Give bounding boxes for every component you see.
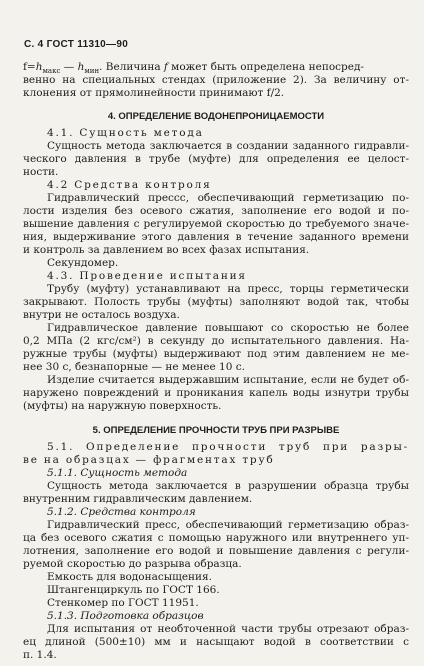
- text-line: (муфты) на наружную поверхность.: [23, 400, 222, 412]
- text-line: Штангенциркуль по ГОСТ 166.: [47, 584, 220, 596]
- text-line: ности.: [23, 166, 59, 178]
- text-line: нее 30 с, безнапорные — не менее 10 с.: [23, 361, 245, 373]
- text-line: Сущность метода заключается в разрушении образца трубы: [47, 480, 409, 492]
- text-line: Гидравлическое давление повышают со скоростью не более: [47, 322, 409, 334]
- text-line: Секундомер.: [47, 257, 119, 269]
- text-line: Для испытания от необточенной части трубы отрезают образ-: [47, 623, 409, 635]
- text-line: Гидравлический прессс, обеспечивающий герметизацию по-: [47, 192, 409, 204]
- subsection-title: 5.1.3. Подготовка образцов: [47, 610, 204, 622]
- text-line: внутри не осталось воздуха.: [23, 309, 180, 321]
- text-line: Стенкомер по ГОСТ 11951.: [47, 597, 199, 609]
- text-line: Сущность метода заключается в создании заданного гидравли-: [47, 140, 409, 152]
- text-line: Емкость для водонасыщения.: [47, 571, 213, 583]
- subsection-title: 5.1.2. Средства контроля: [47, 506, 196, 518]
- text-line: и контроль за давлением во всех фазах испытания.: [23, 244, 310, 256]
- text-line: ружные трубы (муфты) выдерживают под этим давлением не ме-: [23, 348, 409, 360]
- text-line: ческого давления в трубе (муфте) для определения ее целост-: [23, 153, 409, 165]
- subsection-title: 5.1. Определение прочности труб при разры-: [47, 441, 409, 453]
- text-line: $f=h_{макс}$ — $h_{мин}$. Величина f может быть определена непосред-: [23, 61, 364, 76]
- subsection-title: 4.3. Проведение испытания: [47, 270, 247, 282]
- page-header: С. 4 ГОСТ 11310—90: [24, 39, 129, 50]
- text-line: руемой скоростью до разрыва образца.: [23, 558, 242, 570]
- text-line: п. 1.4.: [23, 649, 57, 661]
- text-line: ца без осевого сжатия с помощью наружного или внутреннего уп-: [23, 532, 409, 544]
- subsection-title: 4.1. Сущность метода: [47, 127, 204, 139]
- text-line: лости изделия без осевого сжатия, заполнение его водой и по-: [23, 205, 409, 217]
- text-line: ния, выдерживание этого давления в течение заданного времени: [23, 231, 409, 243]
- text-line: Гидравлический пресс, обеспечивающий герметизацию образ-: [47, 519, 409, 531]
- text-line: наружено повреждений и проникания капель воды изнутри трубы: [23, 387, 409, 399]
- section-heading: 5. ОПРЕДЕЛЕНИЕ ПРОЧНОСТИ ТРУБ ПРИ РАЗРЫВЕ: [92, 425, 340, 436]
- text-line: 0,2 МПа (2 кгс/см²) в секунду до испытательного давления. На-: [23, 335, 409, 347]
- text-line: внутренним гидравлическим давлением.: [23, 493, 253, 505]
- text-line: венно на специальных стендах (приложение 2). За величину от-: [23, 74, 409, 86]
- section-heading: 4. ОПРЕДЕЛЕНИЕ ВОДОНЕПРОНИЦАЕМОСТИ: [107, 111, 325, 122]
- text-line: лотнения, заполнение его водой и повышение давления с регули-: [23, 545, 409, 557]
- subsection-title: 4.2 Средства контроля: [47, 179, 212, 191]
- subsection-title: ве на образцах — фрагментах труб: [23, 454, 275, 466]
- text-line: клонения от прямолинейности принимают f/2.: [23, 87, 285, 99]
- text-line: Трубу (муфту) устанавливают на пресс, торцы герметически: [47, 283, 409, 295]
- text-line: Изделие считается выдержавшим испытание, если не будет об-: [47, 374, 409, 386]
- subsection-title: 5.1.1. Сущность метода: [47, 467, 188, 479]
- text-line: закрывают. Полость трубы (муфты) заполняют водой так, чтобы: [23, 296, 409, 308]
- text-line: вышение давления с регулируемой скоростью до требуемого значе-: [23, 218, 409, 230]
- text-line: ец длиной (500±10) мм и насыщают водой в соответствии с: [23, 636, 409, 648]
